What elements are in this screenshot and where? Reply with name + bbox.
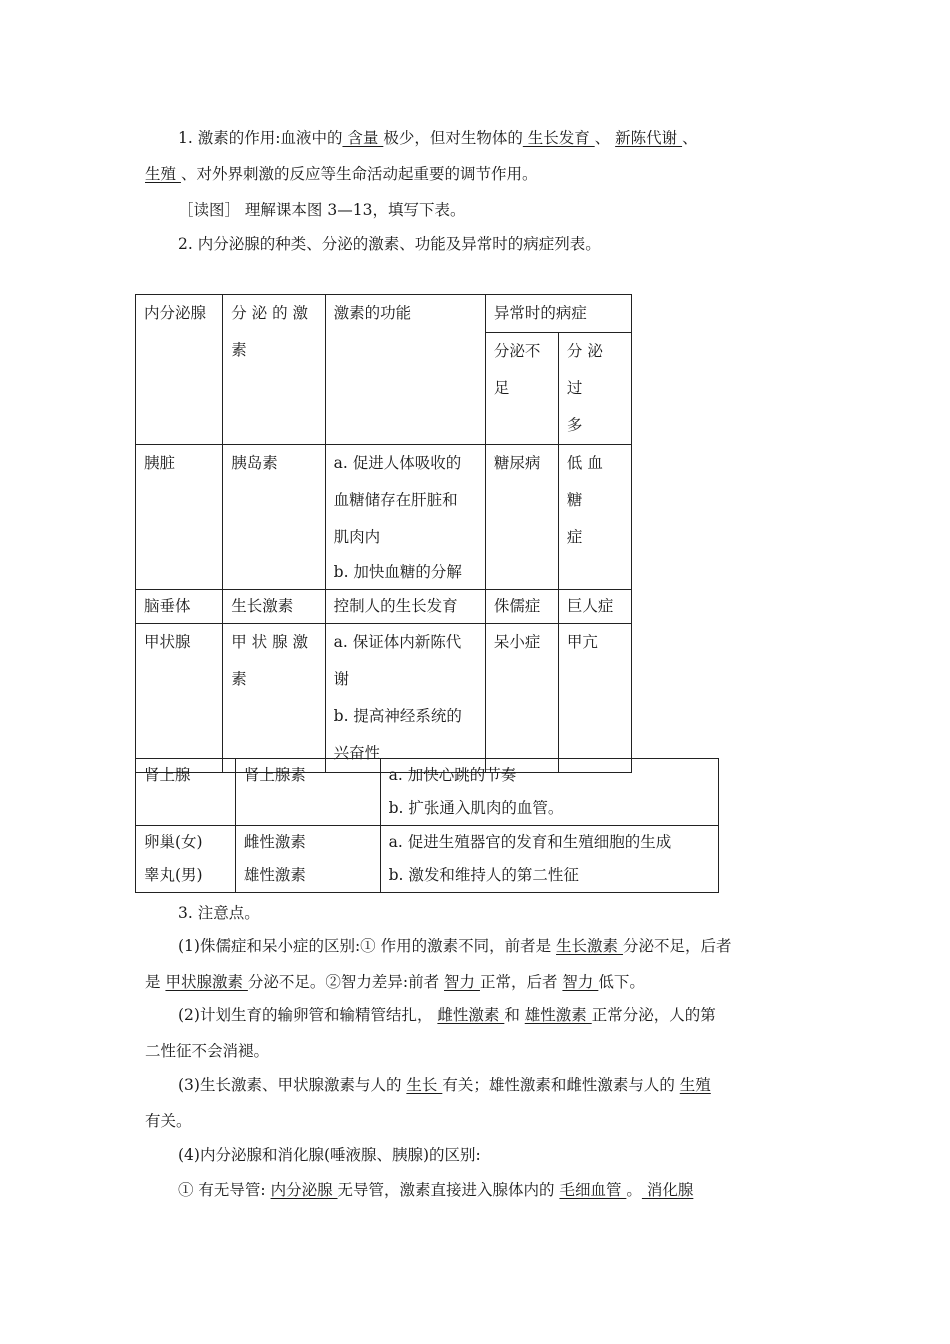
cell-function: a. 加快心跳的节奏 b. 扩张通入肌肉的血管。 [380,759,718,826]
cell-deficient: 侏儒症 [485,590,558,624]
cell-hormone: 肾上腺素 [235,759,380,826]
note-1: (1)侏儒症和呆小症的区别:① 作用的激素不同，前者是 生长激素 分泌不足，后者 [178,937,732,955]
header-function: 激素的功能 [325,295,485,445]
cell-gland: 甲状腺 [136,624,223,773]
cell-deficient: 呆小症 [485,624,558,773]
endocrine-table-continued [135,758,719,893]
note-5: ① 有无导管: 内分泌腺 无导管，激素直接进入腺体内的 毛细血管 。 消化腺 [178,1181,694,1199]
cell-deficient: 糖尿病 [485,445,558,590]
table-row [136,445,632,590]
answer-blank: 智力 [444,973,480,991]
cell-function: a. 促进人体吸收的 血糖储存在肝脏和 肌肉内 b. 加快血糖的分解 [325,445,485,590]
answer-blank: 雌性激素 [437,1006,505,1024]
cell-gland: 胰脏 [136,445,223,590]
read-figure-instruction: ［读图］ 理解课本图 3—13，填写下表。 [178,201,466,219]
note-3-cont: 有关。 [145,1112,192,1130]
answer-blank: 内分泌腺 [270,1181,338,1199]
paragraph-table-intro: 2. 内分泌腺的种类、分泌的激素、功能及异常时的病症列表。 [178,235,601,253]
note-1-cont: 是 甲状腺激素 分泌不足。②智力差异:前者 智力 正常，后者 智力 低下。 [145,973,645,991]
answer-blank: 消化腺 [641,1181,694,1199]
header-gland: 内分泌腺 [136,295,223,445]
cell-hormone: 雌性激素 雄性激素 [235,826,380,893]
answer-blank: 生长发育 [522,129,595,147]
cell-excess: 低 血 糖 症 [558,445,631,590]
answer-blank: 生殖 [145,165,181,183]
text: 、 [682,129,698,147]
cell-hormone: 甲 状 腺 激 素 [223,624,325,773]
text: 、 [594,129,616,147]
table-row [136,590,632,624]
cell-gland: 卵巢(女) 睾丸(男) [136,826,236,893]
text: 、对外界刺激的反应等生命活动起重要的调节作用。 [180,165,538,183]
answer-blank: 雄性激素 [524,1006,592,1024]
note-2: (2)计划生育的输卵管和输精管结扎， 雌性激素 和 雄性激素 正常分泌，人的第 [178,1006,716,1024]
answer-blank: 毛细血管 [559,1181,627,1199]
paragraph-hormone-role-cont [145,164,810,184]
answer-blank: 新陈代谢 [615,129,683,147]
cell-function: a. 保证体内新陈代 谢 b. 提高神经系统的 兴奋性 [325,624,485,773]
answer-blank: 生殖 [679,1076,711,1094]
section-title-notes: 3. 注意点。 [178,904,260,922]
text: 1. 激素的作用:血液中的 [178,129,343,147]
cell-hormone: 胰岛素 [223,445,325,590]
answer-blank: 生长激素 [556,937,623,955]
endocrine-table [135,294,632,773]
cell-hormone: 生长激素 [223,590,325,624]
header-abnormal: 异常时的病症 [485,295,631,333]
cell-gland: 肾上腺 [136,759,236,826]
cell-gland: 脑垂体 [136,590,223,624]
cell-excess: 巨人症 [558,590,631,624]
header-excess: 分 泌 过 多 [558,333,631,445]
answer-blank: 甲状腺激素 [165,973,248,991]
cell-function: 控制人的生长发育 [325,590,485,624]
table-row [136,826,719,893]
text: 极少，但对生物体的 [383,129,523,147]
note-4: (4)内分泌腺和消化腺(唾液腺、胰腺)的区别: [178,1146,481,1164]
table-row [136,759,719,826]
answer-blank: 智力 [562,973,599,991]
note-3: (3)生长激素、甲状腺激素与人的 生长 有关；雄性激素和雌性激素与人的 生殖 [178,1076,711,1094]
table-row [136,624,632,773]
cell-function: a. 促进生殖器官的发育和生殖细胞的生成 b. 激发和维持人的第二性征 [380,826,718,893]
answer-blank: 生长 [406,1076,443,1094]
header-hormone: 分 泌 的 激 素 [223,295,325,445]
note-2-cont: 二性征不会消褪。 [145,1042,270,1060]
answer-blank: 含量 [342,129,384,147]
header-deficient: 分泌不 足 [485,333,558,445]
paragraph-hormone-role [178,128,810,148]
cell-excess: 甲亢 [558,624,631,773]
